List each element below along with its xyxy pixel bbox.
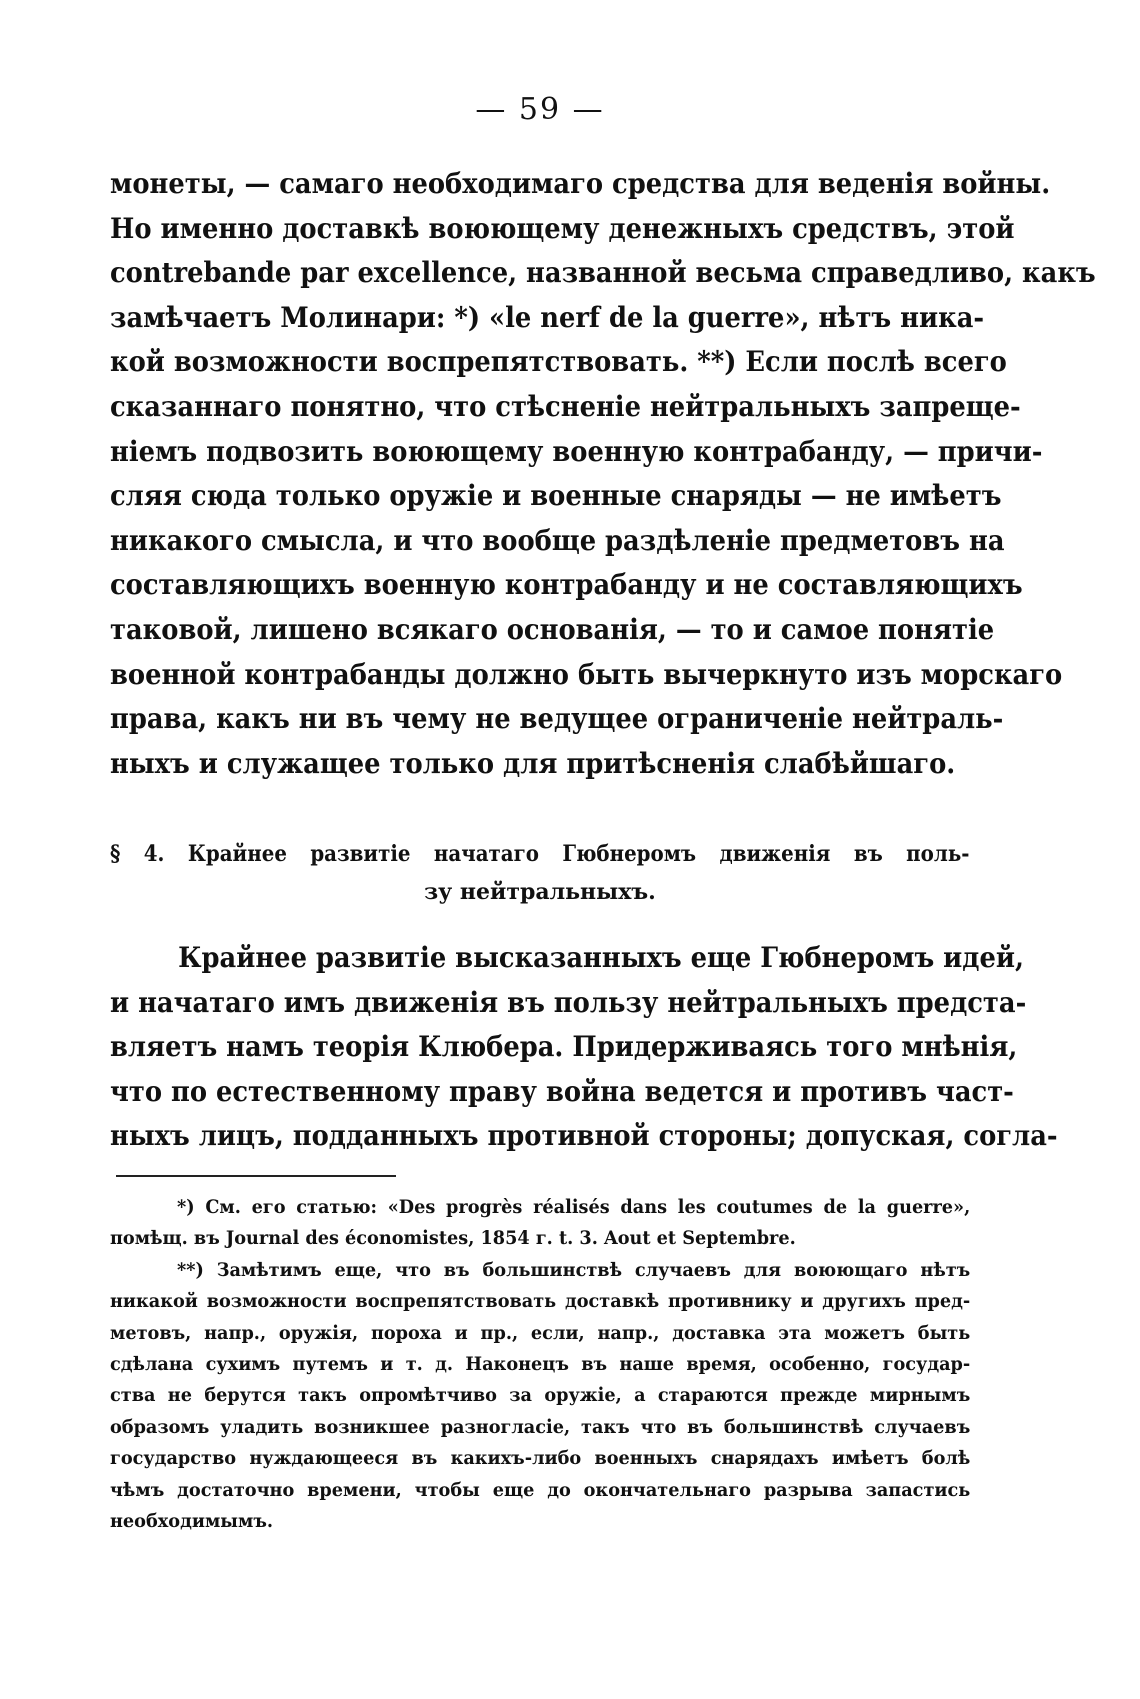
footnotes (110, 1192, 970, 1537)
text-line: Крайнее развитіе высказанныхъ еще Гюбнеромъ идей, (178, 941, 1024, 974)
paragraph-1 (110, 162, 1096, 786)
footnote-line: метовъ, напр., оружія, пороха и пр., если, напр., доставка эта можетъ быть (110, 1321, 971, 1344)
page-number: — 59 — (475, 92, 605, 127)
footnote-line: государство нуждающееся въ какихъ-либо военныхъ снарядахъ имѣетъ болѣ (110, 1447, 971, 1470)
text-line: ніемъ подвозить воюющему военную контрабанду, — причи- (110, 434, 1043, 468)
footnote-line: сдѣлана сухимъ путемъ и т. д. Наконецъ въ наше время, особенно, государ- (110, 1353, 971, 1376)
text-line: составляющихъ военную контрабанду и не составляющихъ (110, 568, 1023, 602)
text-line: кой возможности воспрепятствовать. **) Если послѣ всего (110, 345, 1007, 379)
text-line: вляетъ намъ теорія Клюбера. Придерживаясь того мнѣнія, (110, 1030, 1018, 1064)
footnote-line: ства не берутся такъ опромѣтчиво за оружіе, а стараются прежде мирнымъ (110, 1384, 971, 1407)
text-line: права, какъ ни въ чему не ведущее ограниченіе нейтраль- (110, 702, 1004, 736)
text-line: ныхъ лицъ, подданныхъ противной стороны; допуская, согла- (110, 1119, 1058, 1153)
text-line: никакого смысла, и что вообще раздѣленіе предметовъ на (110, 523, 1005, 557)
text-line: Но именно доставкѣ воюющему денежныхъ средствъ, этой (110, 211, 1015, 245)
text-line: замѣчаетъ Молинари: *) «le nerf de la guerre», нѣтъ ника- (110, 300, 985, 334)
footnote-line: *) См. его статью: «Des progrès réalisés dans les coutumes de la guerre», (176, 1196, 971, 1218)
footnote-line: образомъ уладить возникшее разногласіе, такъ что въ большинствѣ случаевъ (110, 1415, 971, 1438)
text-line: ныхъ и служащее только для притѣсненія слабѣйшаго. (110, 746, 956, 780)
text-line: что по естественному праву война ведется и противъ част- (110, 1074, 1014, 1108)
text-line: сляя сюда только оружіе и военные снаряды — не имѣетъ (110, 479, 1002, 513)
footnote-line: никакой возможности воспрепятствовать доставкѣ противнику и другихъ пред- (110, 1290, 971, 1313)
paragraph-2 (110, 936, 1058, 1159)
footnote-line: помѣщ. въ Journal des économistes, 1854 г. t. 3. Aout et Septembre. (110, 1227, 796, 1250)
footnote-divider (116, 1175, 396, 1177)
footnote-line: чѣмъ достаточно времени, чтобы еще до окончательнаго разрыва запастись (110, 1478, 971, 1501)
text-line: и начатаго имъ движенія въ пользу нейтральныхъ предста- (110, 985, 1027, 1019)
text-line: сказаннаго понятно, что стѣсненіе нейтральныхъ запреще- (110, 389, 1021, 423)
text-line: монеты, — самаго необходимаго средства для веденія войны. (110, 167, 1051, 200)
section-heading (110, 835, 970, 911)
footnote-line: **) Замѣтимъ еще, что въ большинствѣ случаевъ для воюющаго нѣтъ (176, 1258, 971, 1281)
footnote-line: необходимымъ. (110, 1510, 274, 1533)
section-heading-line: зу нейтральныхъ. (424, 879, 656, 905)
text-line: contrebande par excellence, названной весьма справедливо, какъ (110, 256, 1096, 290)
section-heading-line: § 4. Крайнее развитіе начатаго Гюбнеромъ движенія въ поль- (110, 841, 970, 867)
text-line: таковой, лишено всякаго основанія, — то и самое понятіе (110, 612, 995, 646)
text-line: военной контрабанды должно быть вычеркнуто изъ морскаго (110, 657, 1063, 691)
